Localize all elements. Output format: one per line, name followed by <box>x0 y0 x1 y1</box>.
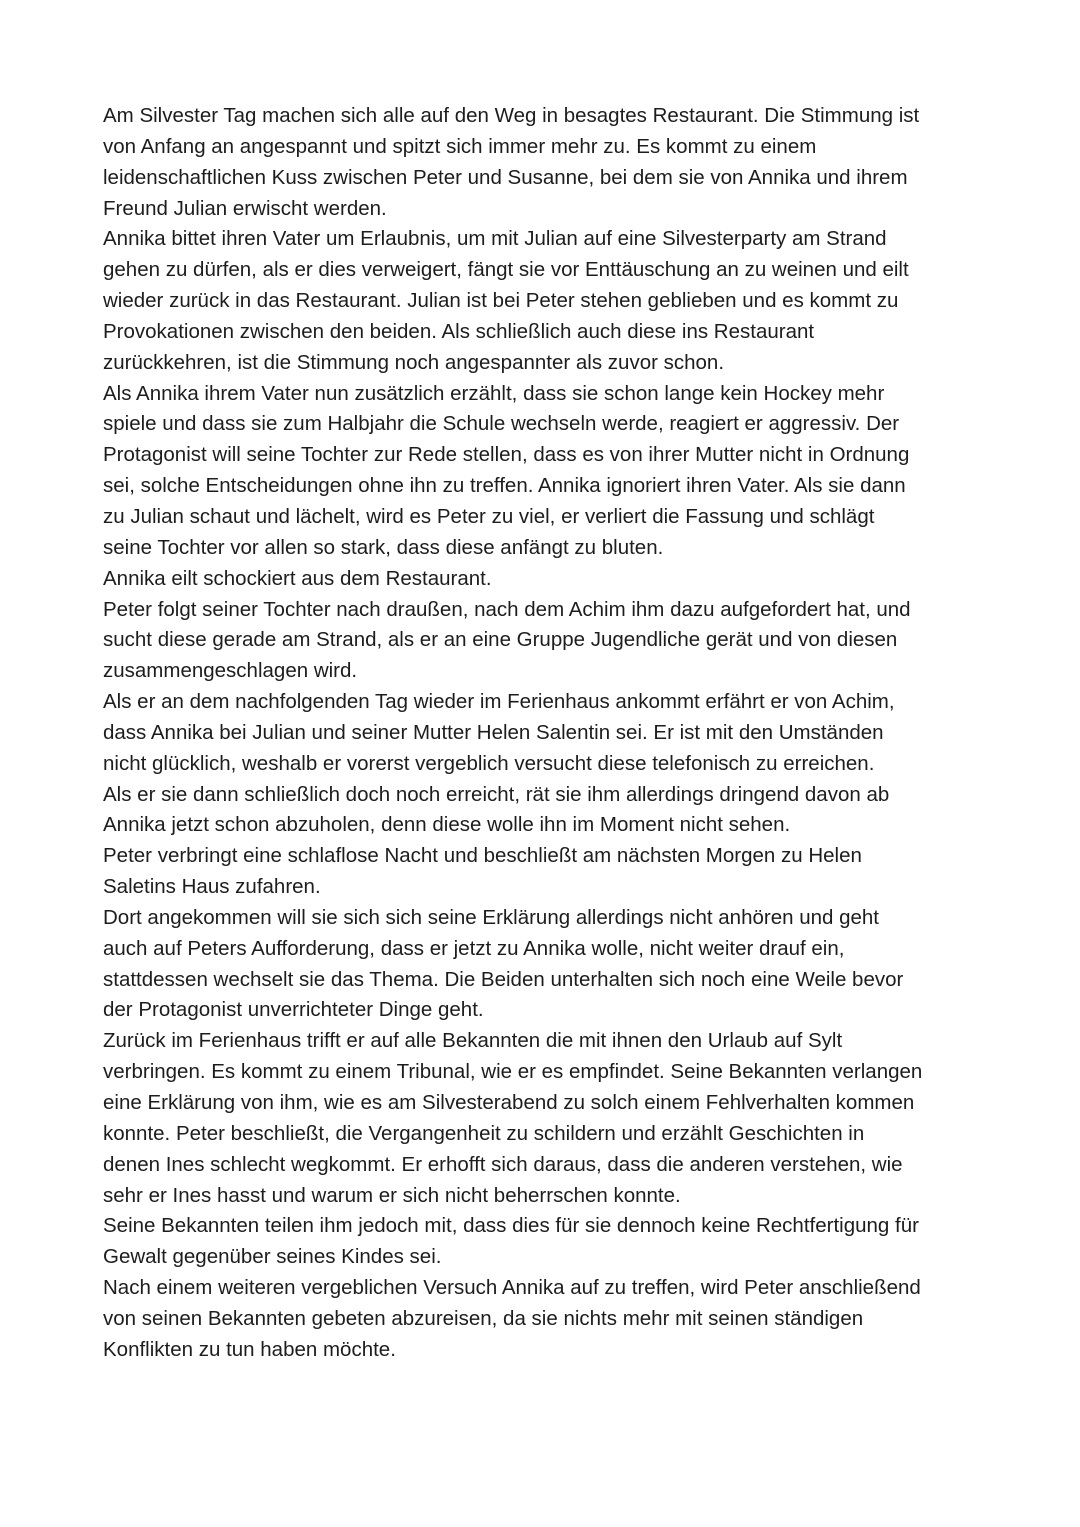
text-line: Gewalt gegenüber seines Kindes sei. <box>103 1245 442 1269</box>
text-line: denen Ines schlecht wegkommt. Er erhofft sich daraus, dass die anderen verstehen, wie <box>103 1152 903 1176</box>
text-line: gehen zu dürfen, als er dies verweigert, fängt sie vor Enttäuschung an zu weinen und eilt <box>103 258 909 282</box>
text-line: Annika eilt schockiert aus dem Restaurant. <box>103 566 492 590</box>
text-line: Protagonist will seine Tochter zur Rede stellen, dass es von ihrer Mutter nicht in Ordnung <box>103 443 910 467</box>
text-line: leidenschaftlichen Kuss zwischen Peter und Susanne, bei dem sie von Annika und ihrem <box>103 165 908 189</box>
text-line: nicht glücklich, weshalb er vorerst vergeblich versucht diese telefonisch zu erreichen. <box>103 751 875 775</box>
text-line: Peter folgt seiner Tochter nach draußen, nach dem Achim ihm dazu aufgefordert hat, und <box>103 597 911 621</box>
text-line: sehr er Ines hasst und warum er sich nicht beherrschen konnte. <box>103 1183 681 1207</box>
text-line: Freund Julian erwischt werden. <box>103 196 387 220</box>
text-line: Dort angekommen will sie sich sich seine Erklärung allerdings nicht anhören und geht <box>103 905 879 929</box>
text-line: zusammengeschlagen wird. <box>103 659 358 683</box>
text-line: stattdessen wechselt sie das Thema. Die Beiden unterhalten sich noch eine Weile bevor <box>103 967 904 991</box>
text-line: sei, solche Entscheidungen ohne ihn zu treffen. Annika ignoriert ihren Vater. Als sie dann <box>103 474 906 498</box>
text-line: zurückkehren, ist die Stimmung noch angespannter als zuvor schon. <box>103 350 725 374</box>
text-line: Nach einem weiteren vergeblichen Versuch Annika auf zu treffen, wird Peter anschließend <box>103 1276 921 1300</box>
text-line: Annika bittet ihren Vater um Erlaubnis, um mit Julian auf eine Silvesterparty am Strand <box>103 227 887 251</box>
text-line: seine Tochter vor allen so stark, dass diese anfängt zu bluten. <box>103 535 664 559</box>
text-line: eine Erklärung von ihm, wie es am Silvesterabend zu solch einem Fehlverhalten kommen <box>103 1091 915 1114</box>
text-line: wieder zurück in das Restaurant. Julian ist bei Peter stehen geblieben und es kommt zu <box>103 289 899 313</box>
text-line: Zurück im Ferienhaus trifft er auf alle Bekannten die mit ihnen den Urlaub auf Sylt <box>103 1029 843 1053</box>
text-line: der Protagonist unverrichteter Dinge geht. <box>103 998 484 1022</box>
text-line: zu Julian schaut und lächelt, wird es Peter zu viel, er verliert die Fassung und schlägt <box>103 504 875 528</box>
text-line: von Anfang an angespannt und spitzt sich immer mehr zu. Es kommt zu einem <box>103 134 817 158</box>
text-line: Peter verbringt eine schlaflose Nacht und beschließt am nächsten Morgen zu Helen <box>103 844 862 868</box>
text-line: verbringen. Es kommt zu einem Tribunal, wie er es empfindet. Seine Bekannten verlangen <box>103 1060 923 1084</box>
text-line: dass Annika bei Julian und seiner Mutter Helen Salentin sei. Er ist mit den Umständen <box>103 720 884 744</box>
text-line: sucht diese gerade am Strand, als er an eine Gruppe Jugendliche gerät und von diesen <box>103 628 898 652</box>
text-line: Als Annika ihrem Vater nun zusätzlich erzählt, dass sie schon lange kein Hockey mehr <box>103 381 885 405</box>
text-line: Als er an dem nachfolgenden Tag wieder im Ferienhaus ankommt erfährt er von Achim, <box>103 690 895 714</box>
text-line: Saletins Haus zufahren. <box>103 875 321 899</box>
document-body <box>103 101 1003 1366</box>
text-line: Annika jetzt schon abzuholen, denn diese wolle ihn im Moment nicht sehen. <box>103 813 791 837</box>
text-line: spiele und dass sie zum Halbjahr die Schule wechseln werde, reagiert er aggressiv. Der <box>103 412 900 436</box>
text-line: auch auf Peters Aufforderung, dass er jetzt zu Annika wolle, nicht weiter drauf ein, <box>103 936 845 960</box>
text-line: Seine Bekannten teilen ihm jedoch mit, dass dies für sie dennoch keine Rechtfertigung für <box>103 1214 919 1238</box>
text-line: Konflikten zu tun haben möchte. <box>103 1337 396 1361</box>
text-line: von seinen Bekannten gebeten abzureisen, da sie nichts mehr mit seinen ständigen <box>103 1306 864 1330</box>
text-line: konnte. Peter beschließt, die Vergangenheit zu schildern und erzählt Geschichten in <box>103 1121 865 1145</box>
text-line: Als er sie dann schließlich doch noch erreicht, rät sie ihm allerdings dringend davon ab <box>103 782 890 806</box>
text-line: Provokationen zwischen den beiden. Als schließlich auch diese ins Restaurant <box>103 319 815 343</box>
text-line: Am Silvester Tag machen sich alle auf den Weg in besagtes Restaurant. Die Stimmung ist <box>103 104 920 127</box>
